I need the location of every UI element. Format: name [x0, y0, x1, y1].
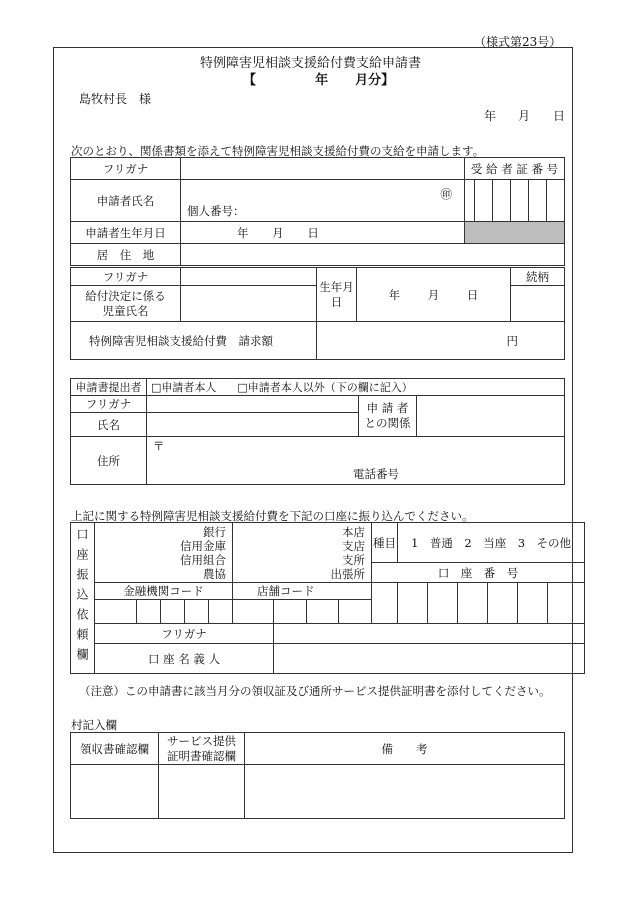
personal-no-label: 個人番号： [187, 204, 245, 218]
birthdate-field[interactable] [181, 222, 465, 244]
village-table [70, 732, 565, 819]
receipt-check-label: 領収書確認欄 [71, 733, 159, 765]
account-digit[interactable] [372, 583, 398, 624]
submitter-address-field[interactable] [147, 437, 565, 485]
child-name-field[interactable] [181, 286, 317, 322]
date-year: 年 [484, 109, 497, 123]
cert-digit[interactable] [493, 180, 511, 222]
yen-unit: 円 [506, 333, 518, 348]
claim-label: 特例障害児相談支援給付費 請求額 [71, 322, 317, 360]
bank-type-shinkin: 信用金庫 [180, 539, 227, 553]
branch-code-digit[interactable] [274, 600, 307, 624]
address-field[interactable] [181, 244, 565, 266]
village-section-label: 村記入欄 [71, 718, 117, 732]
relation-to-applicant-label: 申 請 者との関係 [359, 396, 417, 437]
furigana-label: フリガナ [71, 158, 181, 180]
date-month: 月 [518, 109, 531, 123]
applicant-table [70, 157, 565, 266]
intro-text: 次のとおり、関係書類を添えて特例障害児相談支援給付費の支給を申請します。 [71, 144, 485, 158]
holder-furigana-label: フリガナ [95, 624, 274, 644]
bank-type-nokyo: 農協 [203, 567, 227, 581]
cert-digit[interactable] [511, 180, 529, 222]
relation-to-applicant-field[interactable] [417, 396, 565, 437]
service-check-label [159, 733, 245, 765]
branch-type-cell[interactable] [233, 523, 372, 583]
applicant-name-field[interactable] [181, 180, 465, 222]
child-furigana-field[interactable] [181, 268, 317, 286]
form-title: 特例障害児相談支援給付費支給申請書 [200, 56, 422, 71]
period-open: 【 [243, 73, 257, 88]
furigana-field[interactable] [181, 158, 465, 180]
submitter-options [147, 379, 565, 396]
remarks-label: 備 考 [245, 733, 565, 765]
cert-digit[interactable] [547, 180, 565, 222]
branch-type-branch: 支店 [342, 539, 366, 553]
child-day: 日 [466, 287, 479, 302]
branch-type-main: 本店 [342, 525, 366, 539]
inst-code-digit[interactable] [95, 600, 137, 624]
birth-day: 日 [307, 225, 319, 240]
submitter-furigana-field[interactable] [147, 396, 359, 413]
submitter-furigana-label: フリガナ [71, 396, 147, 413]
date-day: 日 [553, 109, 566, 123]
phone-label: 電話番号 [353, 467, 399, 481]
opt-other-checkbox[interactable]: □申請者本人以外（下の欄に記入） [237, 381, 413, 394]
account-digit[interactable] [458, 583, 488, 624]
account-digit[interactable] [398, 583, 428, 624]
remarks-field[interactable] [245, 765, 565, 819]
service-check-field[interactable] [159, 765, 245, 819]
opt-self-checkbox[interactable]: □申請者本人 [151, 381, 217, 394]
period-year: 年 [315, 73, 329, 88]
submitter-label: 申請書提出者 [71, 379, 147, 396]
inst-code-label: 金融機関コード [95, 583, 233, 600]
branch-code-digit[interactable] [233, 600, 274, 624]
applicant-name-label: 申請者氏名 [71, 180, 181, 222]
child-year: 年 [388, 287, 401, 302]
birthdate-label: 申請者生年月日 [71, 222, 181, 244]
bank-type-bank: 銀行 [203, 525, 227, 539]
holder-furigana-field[interactable] [274, 624, 585, 644]
bank-side-label [71, 523, 95, 674]
child-table [70, 267, 565, 360]
cert-digit[interactable] [529, 180, 547, 222]
type-options[interactable]: 1 普通 2 当座 3 その他 [398, 523, 585, 563]
child-birth-label: 生年月日 [317, 268, 357, 322]
account-digit[interactable] [428, 583, 458, 624]
bank-table [70, 522, 585, 674]
form-number: （様式第23号） [474, 35, 562, 49]
child-birth-field[interactable] [357, 268, 511, 322]
holder-field[interactable] [274, 644, 585, 674]
inst-code-digit[interactable] [185, 600, 209, 624]
holder-label: 口 座 名 義 人 [95, 644, 274, 674]
cert-digit[interactable] [475, 180, 493, 222]
relation-field[interactable] [511, 286, 565, 322]
bank-type-cell[interactable] [95, 523, 233, 583]
branch-code-digit[interactable] [307, 600, 339, 624]
account-digit[interactable] [548, 583, 585, 624]
branch-code-label: 店舗コード [233, 583, 372, 600]
relation-label: 続柄 [511, 268, 565, 286]
birth-month: 月 [272, 225, 284, 240]
period-month: 月分】 [355, 73, 395, 88]
branch-code-digit[interactable] [339, 600, 372, 624]
service-check-line1: サービス提供 [167, 733, 236, 748]
addressee: 島牧村長 様 [79, 92, 152, 106]
receipt-check-field[interactable] [71, 765, 159, 819]
submitter-address-label: 住所 [71, 437, 147, 485]
birth-year: 年 [237, 225, 249, 240]
submitter-name-label: 氏名 [71, 413, 147, 437]
note-text: （注意）この申請書に該当月分の領収証及び通所サービス提供証明書を添付してください。 [79, 684, 551, 698]
submitter-table [70, 378, 565, 485]
inst-code-digit[interactable] [137, 600, 161, 624]
seal-mark: ㊞ [440, 187, 453, 201]
address-label: 居 住 地 [71, 244, 181, 266]
inst-code-digit[interactable] [161, 600, 185, 624]
transfer-intro: 上記に関する特例障害児相談支援給付費を下記の口座に振り込んでください。 [71, 509, 474, 523]
child-name-label: 給付決定に係る児童氏名 [71, 286, 181, 322]
account-digit[interactable] [518, 583, 548, 624]
postal-mark: 〒 [153, 439, 165, 453]
type-label: 種目 [372, 523, 398, 563]
account-digit[interactable] [488, 583, 518, 624]
cert-no-label: 受 給 者 証 番 号 [465, 158, 565, 180]
period-line [243, 69, 394, 88]
inst-code-digit[interactable] [209, 600, 233, 624]
child-furigana-label: フリガナ [71, 268, 181, 286]
claim-amount-field[interactable] [317, 322, 565, 360]
bank-side-text: 口座振込依頼欄 [75, 528, 89, 668]
service-check-line2: 証明書確認欄 [167, 748, 236, 763]
cert-digit[interactable] [465, 180, 475, 222]
branch-type-sub: 支所 [342, 553, 366, 567]
bank-type-kumiai: 信用組合 [180, 553, 227, 567]
account-no-label: 口 座 番 号 [372, 563, 585, 583]
shaded-cell [465, 222, 565, 244]
submitter-name-field[interactable] [147, 413, 359, 437]
branch-type-office: 出張所 [330, 567, 366, 581]
child-month: 月 [427, 287, 440, 302]
